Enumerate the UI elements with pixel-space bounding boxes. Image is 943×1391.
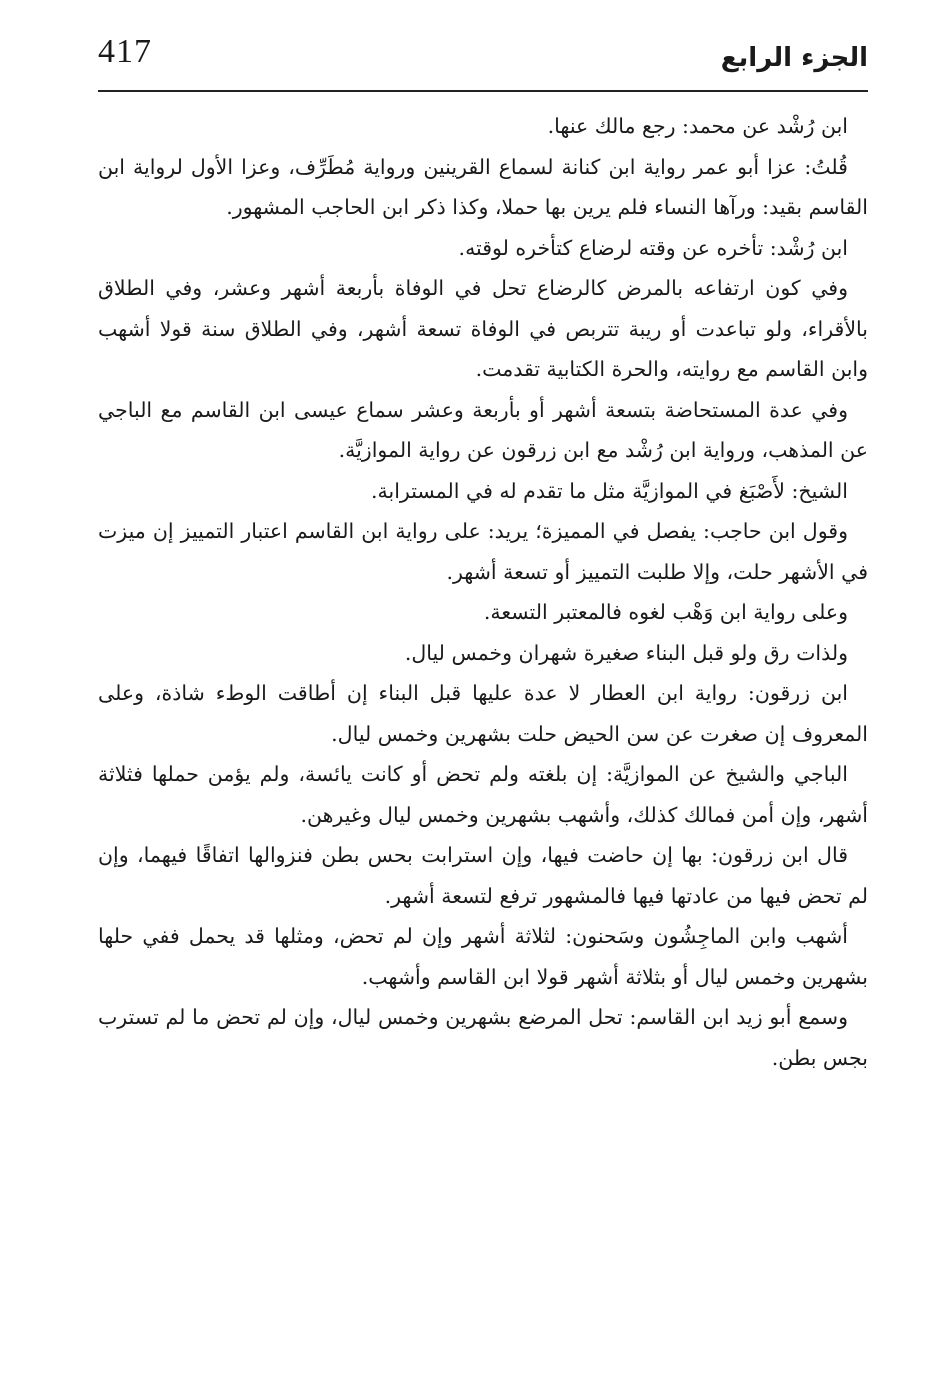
book-page	[98, 28, 868, 1368]
page-body	[98, 92, 868, 1078]
paragraph: الباجي والشيخ عن الموازيَّة: إن بلغته ولم تحض أو كانت يائسة، ولم يؤمن حملها فثلاثة أشهر، وإن أمن فمالك كذلك، وأشهب بشهرين وخمس ليال وغيرهن.	[98, 762, 868, 827]
paragraph: ابن رُشْد: تأخره عن وقته لرضاع كتأخره لوقته.	[458, 235, 848, 260]
paragraph: ابن زرقون: رواية ابن العطار لا عدة عليها قبل البناء إن أطاقت الوطء شاذة، وعلى المعروف إن صغرت عن سن الحيض حلت بشهرين وخمس ليال.	[98, 681, 868, 746]
page-header	[98, 28, 868, 92]
paragraph: أشهب وابن الماجِشُون وسَحنون: لثلاثة أشهر وإن لم تحض، ومثلها قد يحمل ففي حلها بشهرين وخمس ليال أو بثلاثة أشهر قولا ابن القاسم وأشهب.	[98, 924, 868, 989]
paragraph: وقول ابن حاجب: يفصل في المميزة؛ يريد: على رواية ابن القاسم اعتبار التمييز إن ميزت في الأشهر حلت، وإلا طلبت التمييز أو تسعة أشهر.	[98, 519, 868, 584]
page-number: 417	[98, 33, 152, 70]
paragraph: وعلى رواية ابن وَهْب لغوه فالمعتبر التسعة.	[483, 600, 848, 624]
paragraph: وفي عدة المستحاضة بتسعة أشهر أو بأربعة وعشر سماع عيسى ابن القاسم مع الباجي عن المذهب، ورواية ابن رُشْد مع ابن زرقون عن رواية الموازيَّة.	[98, 397, 868, 462]
paragraph: ولذات رق ولو قبل البناء صغيرة شهران وخمس ليال.	[404, 640, 848, 665]
paragraph: ابن رُشْد عن محمد: رجع مالك عنها.	[547, 114, 848, 138]
paragraph: قال ابن زرقون: بها إن حاضت فيها، وإن استرابت بحس بطن فنزوالها اتفاقًا فيهما، وإن لم تحض فيها من عادتها فيها فالمشهور ترفع لتسعة أشهر.	[98, 843, 868, 908]
paragraph: الشيخ: لأَصْبَغ في الموازيَّة مثل ما تقدم له في المسترابة.	[370, 478, 848, 503]
running-head: الجزء الرابع	[720, 43, 868, 73]
paragraph: وفي كون ارتفاعه بالمرض كالرضاع تحل في الوفاة بأربعة أشهر وعشر، وفي الطلاق بالأقراء، ولو تباعدت أو ريبة تتربص في الوفاة تسعة أشهر، وفي الطلاق سنة قولا أشهب وابن القاسم مع روايته، والحرة الكتابية تقدمت.	[98, 276, 868, 381]
paragraph: وسمع أبو زيد ابن القاسم: تحل المرضع بشهرين وخمس ليال، وإن لم تحض ما لم تسترب بجس بطن.	[98, 1005, 868, 1070]
paragraph: قُلتُ: عزا أبو عمر رواية ابن كنانة لسماع القرينين ورواية مُطَرِّف، وعزا الأول لرواية ابن القاسم بقيد: ورآها النساء فلم يرين بها حملا، وكذا ذكر ابن الحاجب المشهور.	[98, 154, 868, 219]
